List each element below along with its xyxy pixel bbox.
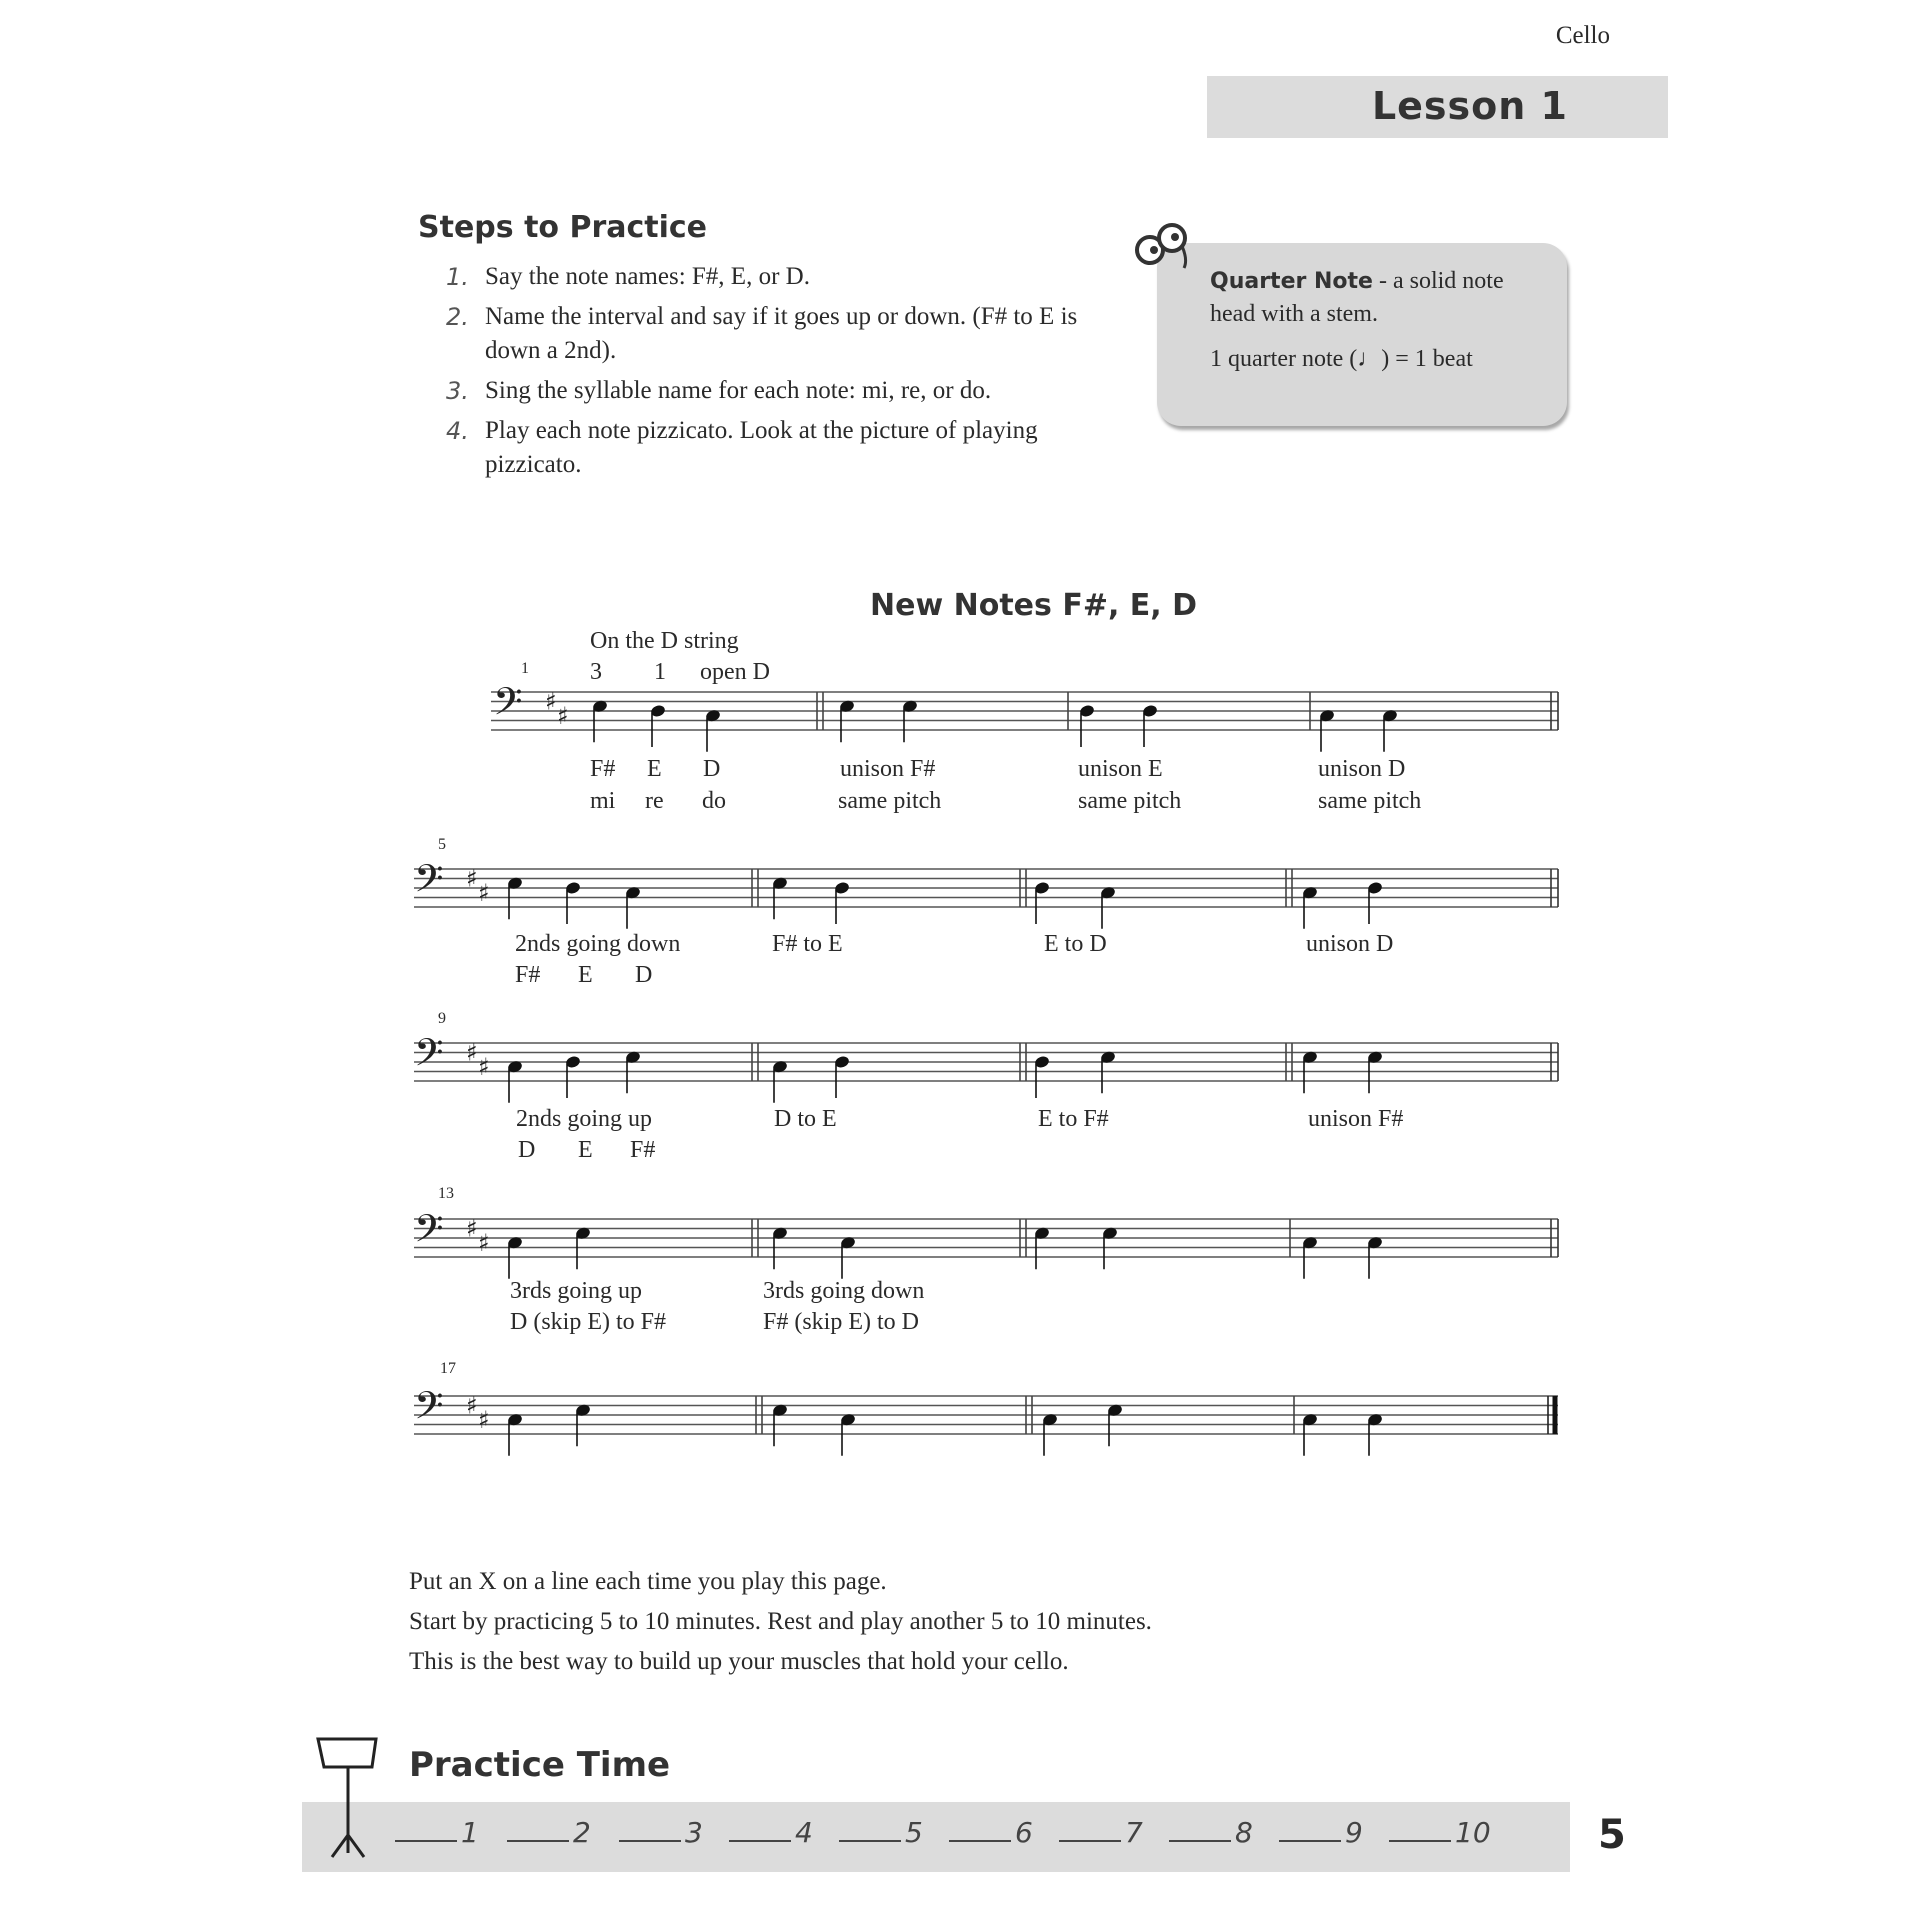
practice-slot[interactable]: 10 bbox=[1389, 1816, 1491, 1849]
measure-label: 2nds going down bbox=[515, 931, 681, 957]
sharp-icon: ♯ bbox=[478, 1405, 490, 1434]
measure-label: 3rds going up bbox=[510, 1278, 642, 1304]
sharp-icon: ♯ bbox=[466, 1038, 478, 1067]
practice-slot[interactable]: 7 bbox=[1059, 1816, 1143, 1849]
note-name-label: F# bbox=[515, 962, 541, 988]
syllable-label: mi bbox=[590, 788, 616, 814]
step-text: Play each note pizzicato. Look at the picture of playing pizzicato. bbox=[485, 417, 1038, 478]
sharp-icon: ♯ bbox=[545, 687, 557, 716]
measure-label: 3rds going down bbox=[763, 1278, 925, 1304]
measure-label: unison E bbox=[1078, 756, 1163, 782]
formula-left: 1 quarter note ( bbox=[1210, 346, 1358, 372]
formula-right: ) = 1 beat bbox=[1381, 346, 1473, 372]
practice-slot[interactable]: 1 bbox=[395, 1816, 479, 1849]
measure-label: 2nds going up bbox=[516, 1106, 653, 1132]
bass-clef-icon: 𝄢 bbox=[414, 1383, 444, 1437]
step-text: Say the note names: F#, E, or D. bbox=[485, 263, 810, 290]
practice-note: Put an X on a line each time you play this page. bbox=[409, 1568, 887, 1595]
sharp-icon: ♯ bbox=[466, 1391, 478, 1420]
practice-note: This is the best way to build up your muscles that hold your cello. bbox=[409, 1648, 1069, 1675]
note-name-label: D bbox=[635, 962, 653, 988]
note-name-label: F# bbox=[590, 756, 616, 782]
sharp-icon: ♯ bbox=[478, 1228, 490, 1257]
measure-label: F# to E bbox=[772, 931, 843, 957]
sharp-icon: ♯ bbox=[557, 701, 569, 730]
practice-time-heading: Practice Time bbox=[409, 1745, 671, 1785]
measure-label: unison F# bbox=[1308, 1106, 1404, 1132]
syllable-label: re bbox=[645, 788, 664, 814]
practice-slot[interactable]: 4 bbox=[729, 1816, 813, 1849]
measure-label: unison D bbox=[1318, 756, 1406, 782]
note-name-label: D bbox=[703, 756, 721, 782]
music-stand-icon bbox=[314, 1735, 394, 1865]
practice-slot[interactable]: 9 bbox=[1279, 1816, 1363, 1849]
quarter-note-icon: ♩ bbox=[1357, 346, 1382, 372]
measure-label: D (skip E) to F# bbox=[510, 1309, 666, 1335]
step-number: 1. bbox=[446, 263, 469, 291]
measure-number: 5 bbox=[438, 836, 446, 853]
instrument-label: Cello bbox=[1555, 22, 1610, 49]
step-text: Sing the syllable name for each note: mi, re, or do. bbox=[485, 377, 992, 404]
measure-number: 17 bbox=[440, 1360, 456, 1377]
measure-label: E to F# bbox=[1038, 1106, 1109, 1132]
syllable-label: do bbox=[702, 788, 726, 814]
measure-label: unison D bbox=[1306, 931, 1394, 957]
step-number: 3. bbox=[446, 377, 469, 405]
step-number: 2. bbox=[446, 303, 469, 331]
practice-slot[interactable]: 5 bbox=[839, 1816, 923, 1849]
fingering-1: 1 bbox=[654, 659, 666, 685]
measure-label: same pitch bbox=[1318, 788, 1422, 814]
bass-clef-icon: 𝄢 bbox=[414, 856, 444, 910]
practice-slot[interactable]: 6 bbox=[949, 1816, 1033, 1849]
bass-clef-icon: 𝄢 bbox=[414, 1030, 444, 1084]
measure-label: D to E bbox=[774, 1106, 837, 1132]
callout-definition-text: - a solid note head with a stem. bbox=[1210, 268, 1504, 327]
practice-slot[interactable]: 8 bbox=[1169, 1816, 1253, 1849]
measure-number: 1 bbox=[521, 660, 529, 677]
note-name-label: D bbox=[518, 1137, 536, 1163]
measure-label: E to D bbox=[1044, 931, 1107, 957]
step-number: 4. bbox=[446, 417, 469, 445]
sharp-icon: ♯ bbox=[478, 878, 490, 907]
lesson-title: Lesson 1 bbox=[1371, 84, 1568, 128]
measure-label: F# (skip E) to D bbox=[763, 1309, 919, 1335]
measure-label: unison F# bbox=[840, 756, 936, 782]
fingering-3: 3 bbox=[590, 659, 602, 685]
measure-number: 13 bbox=[438, 1185, 454, 1202]
music-title: New Notes F#, E, D bbox=[870, 588, 1198, 623]
measure-number: 9 bbox=[438, 1010, 446, 1027]
sharp-icon: ♯ bbox=[466, 864, 478, 893]
bass-clef-icon: 𝄢 bbox=[414, 1206, 444, 1260]
practice-slot[interactable]: 3 bbox=[619, 1816, 703, 1849]
bass-clef-icon: 𝄢 bbox=[493, 679, 523, 733]
callout-term: Quarter Note bbox=[1210, 269, 1373, 294]
measure-label: same pitch bbox=[838, 788, 942, 814]
fingering-open-d: open D bbox=[700, 659, 770, 685]
page-number: 5 bbox=[1598, 1812, 1626, 1858]
practice-slot[interactable]: 2 bbox=[507, 1816, 591, 1849]
steps-heading: Steps to Practice bbox=[418, 210, 708, 245]
sharp-icon: ♯ bbox=[466, 1214, 478, 1243]
practice-note: Start by practicing 5 to 10 minutes. Rest and play another 5 to 10 minutes. bbox=[409, 1608, 1152, 1635]
practice-time-bar bbox=[302, 1802, 1570, 1872]
note-name-label: E bbox=[578, 1137, 593, 1163]
note-name-label: F# bbox=[630, 1137, 656, 1163]
note-name-label: E bbox=[647, 756, 662, 782]
note-name-label: E bbox=[578, 962, 593, 988]
sharp-icon: ♯ bbox=[478, 1052, 490, 1081]
string-label: On the D string bbox=[590, 628, 739, 654]
measure-label: same pitch bbox=[1078, 788, 1182, 814]
step-text: Name the interval and say if it goes up or down. (F# to E is down a 2nd). bbox=[485, 303, 1078, 364]
